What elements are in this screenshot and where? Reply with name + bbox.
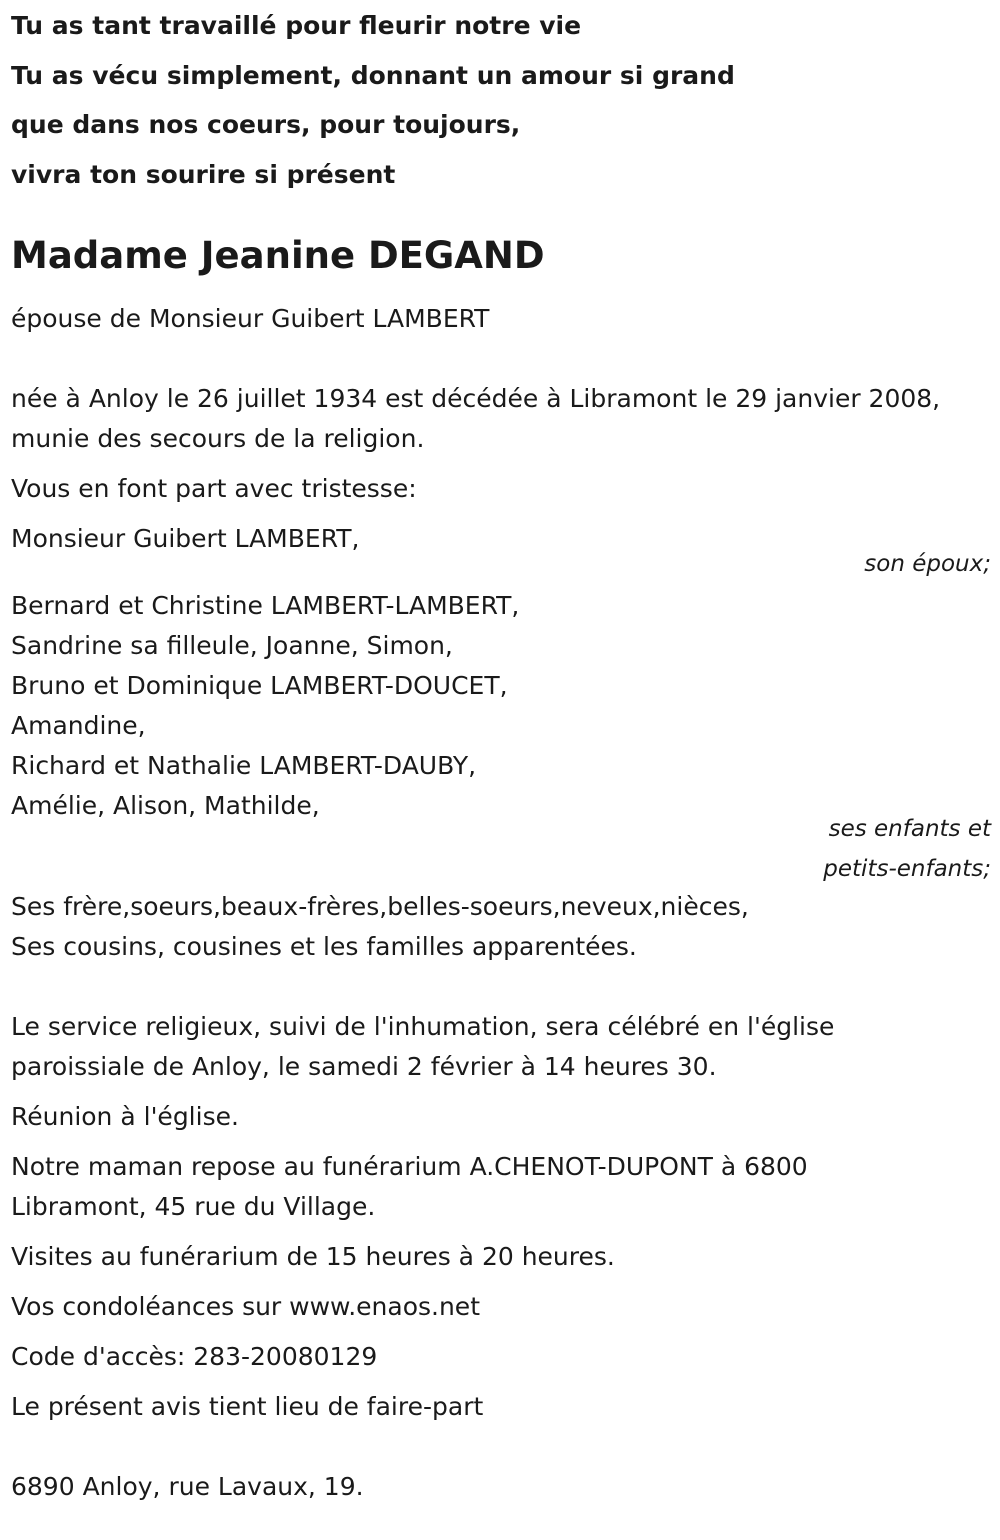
- announce-line: Vous en font part avec tristesse:: [11, 474, 417, 503]
- poem-line: vivra ton sourire si présent: [11, 159, 396, 189]
- relatives-block: [11, 887, 991, 967]
- relatives-line: Ses frère,soeurs,beaux-frères,belles-soeurs,neveux,nièces,: [11, 892, 749, 921]
- poem-line: Tu as vécu simplement, donnant un amour si grand: [11, 60, 735, 90]
- child-line: Bernard et Christine LAMBERT-LAMBERT,: [11, 591, 520, 620]
- child-line: Richard et Nathalie LAMBERT-DAUBY,: [11, 751, 477, 780]
- service-line: Le service religieux, suivi de l'inhumation, sera célébré en l'église: [11, 1012, 835, 1041]
- child-line: Sandrine sa filleule, Joanne, Simon,: [11, 631, 453, 660]
- relatives-line: Ses cousins, cousines et les familles apparentées.: [11, 932, 637, 961]
- husband-role: son époux;: [864, 551, 991, 577]
- obituary-notice: [11, 0, 991, 1507]
- husband-block: [11, 519, 991, 584]
- address-line: 6890 Anloy, rue Lavaux, 19.: [11, 1472, 364, 1501]
- service-block: [11, 1007, 991, 1087]
- funerarium-block: [11, 1147, 991, 1227]
- husband-name: Monsieur Guibert LAMBERT,: [11, 524, 360, 553]
- visits-line: Visites au funérarium de 15 heures à 20 heures.: [11, 1242, 615, 1271]
- deceased-name: Madame Jeanine DEGAND: [11, 234, 545, 277]
- child-line: Amélie, Alison, Mathilde,: [11, 791, 320, 820]
- child-line: Amandine,: [11, 711, 146, 740]
- children-role: ses enfants et: [828, 816, 991, 842]
- birth-death-line: née à Anloy le 26 juillet 1934 est décédée à Libramont le 29 janvier 2008,: [11, 384, 941, 413]
- birth-death-line: munie des secours de la religion.: [11, 424, 425, 453]
- funerarium-line: Libramont, 45 rue du Village.: [11, 1192, 376, 1221]
- funerarium-line: Notre maman repose au funérarium A.CHENOT-DUPONT à 6800: [11, 1152, 808, 1181]
- children-role: petits-enfants;: [823, 856, 991, 882]
- notice-line: Le présent avis tient lieu de faire-part: [11, 1392, 484, 1421]
- condolences-line: Vos condoléances sur www.enaos.net: [11, 1292, 480, 1321]
- spouse-line: épouse de Monsieur Guibert LAMBERT: [11, 304, 490, 333]
- poem: [11, 1, 991, 199]
- children-block: [11, 586, 991, 889]
- poem-line: que dans nos coeurs, pour toujours,: [11, 110, 521, 139]
- child-line: Bruno et Dominique LAMBERT-DOUCET,: [11, 671, 508, 700]
- access-code-line: Code d'accès: 283-20080129: [11, 1342, 378, 1371]
- birth-death: [11, 379, 991, 459]
- reunion-line: Réunion à l'église.: [11, 1102, 239, 1131]
- service-line: paroissiale de Anloy, le samedi 2 février à 14 heures 30.: [11, 1052, 717, 1081]
- poem-line: Tu as tant travaillé pour fleurir notre vie: [11, 11, 582, 40]
